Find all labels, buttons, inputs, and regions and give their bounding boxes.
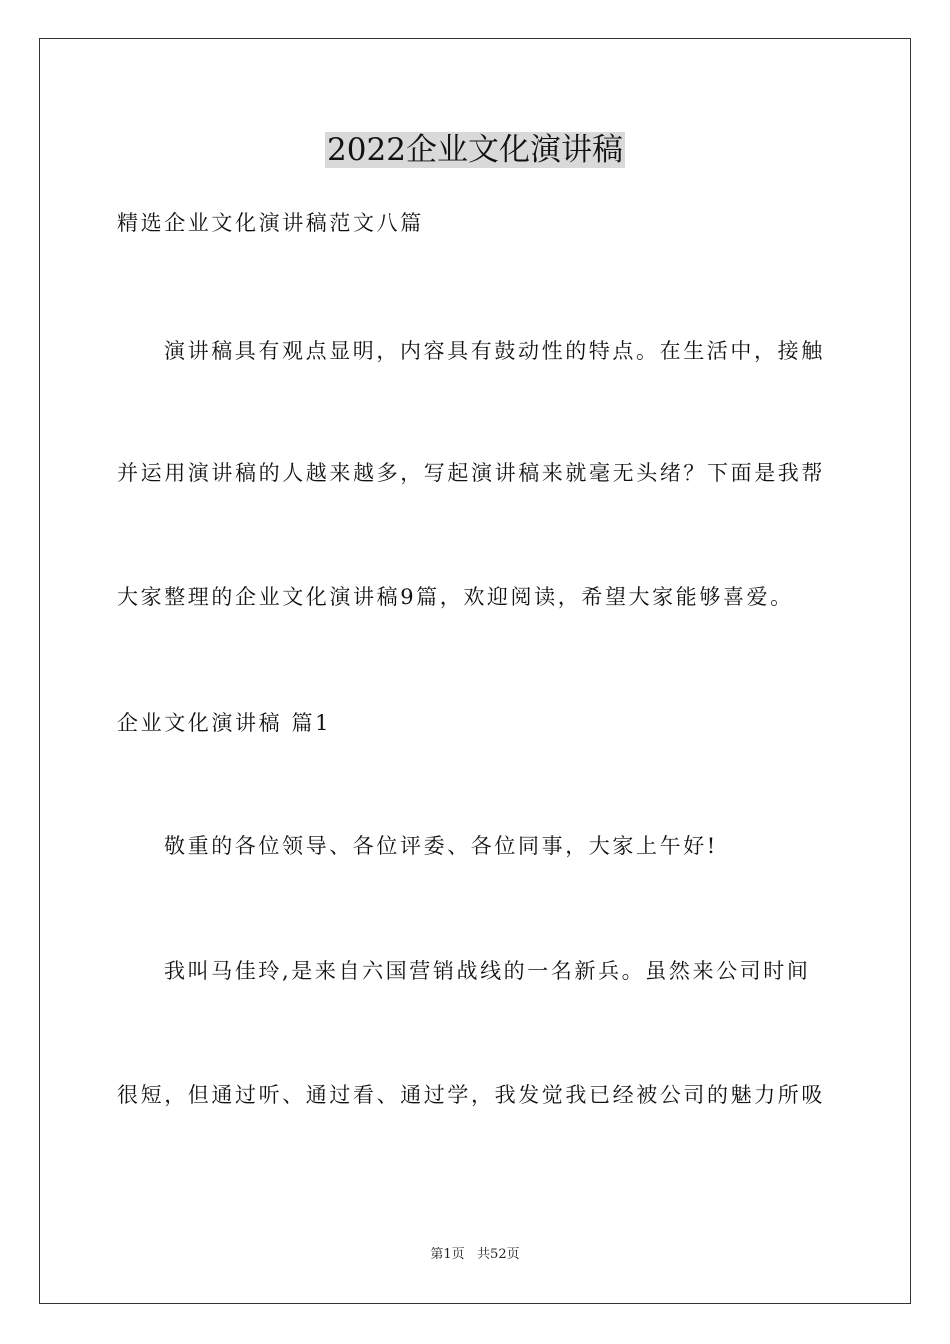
paragraph-line: 大家整理的企业文化演讲稿9篇，欢迎阅读，希望大家能够喜爱。 [117,585,794,609]
paragraph-line: 演讲稿具有观点显明，内容具有鼓动性的特点。在生活中，接触 [164,339,825,363]
paragraph-line: 很短，但通过听、通过看、通过学，我发觉我已经被公司的魅力所吸 [117,1083,825,1107]
page-footer: 第1页 共52页 [430,1247,520,1262]
section-heading: 企业文化演讲稿 篇1 [117,711,332,735]
document-title [0,128,950,172]
paragraph-line: 并运用演讲稿的人越来越多，写起演讲稿来就毫无头绪？下面是我帮 [117,461,825,485]
paragraph-line: 敬重的各位领导、各位评委、各位同事，大家上午好! [164,834,718,858]
document-title-text: 2022企业文化演讲稿 [327,132,623,168]
paragraph-line: 我叫马佳玲,是来自六国营销战线的一名新兵。虽然来公司时间 [164,959,811,983]
document-subtitle: 精选企业文化演讲稿范文八篇 [117,211,424,235]
